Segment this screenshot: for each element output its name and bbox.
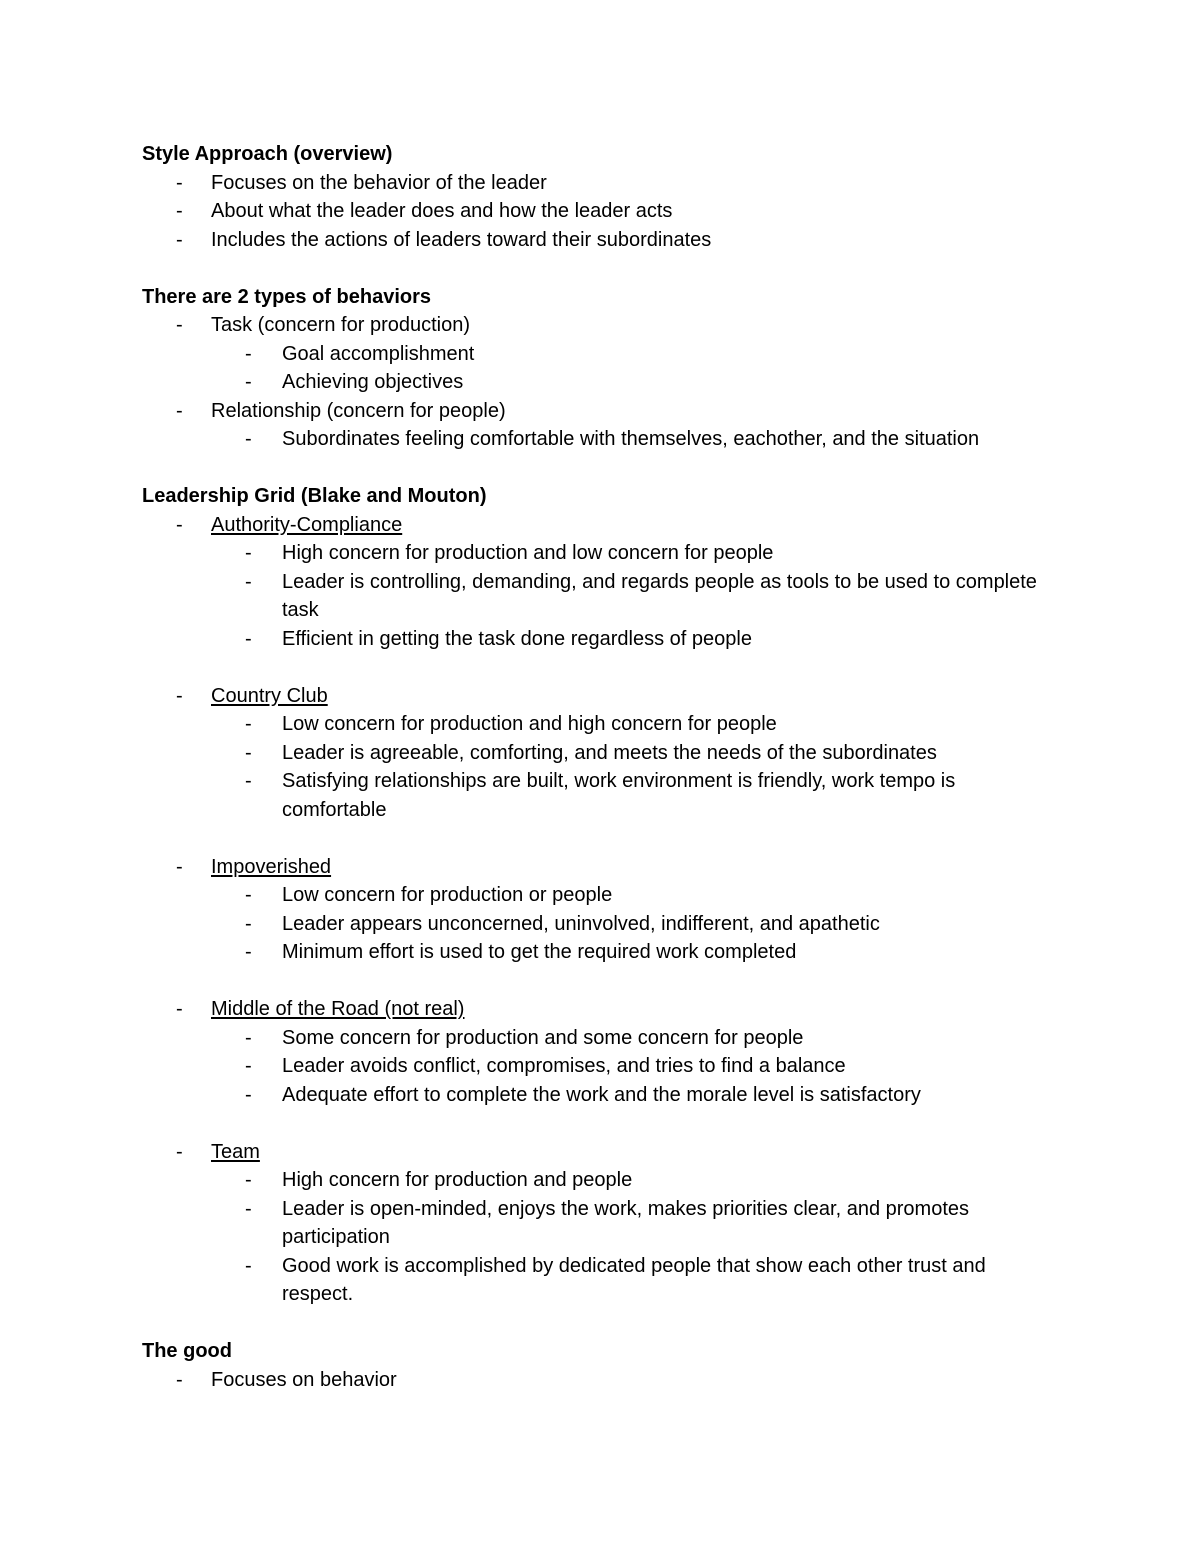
sub-list-item-text: Minimum effort is used to get the required work completed	[282, 941, 797, 963]
spacer	[142, 1309, 1062, 1338]
sub-list-item-text: Leader is agreeable, comforting, and meets the needs of the subordinates	[282, 741, 937, 764]
spacer	[211, 653, 1062, 682]
bullet-dash: -	[176, 228, 183, 251]
grid-style-sublist	[211, 710, 1062, 824]
sub-list-item-text: High concern for production and people	[282, 1169, 633, 1191]
bullet-dash: -	[245, 884, 252, 906]
bullet-dash: -	[176, 200, 183, 222]
section-heading-leadership-grid: Leadership Grid (Blake and Mouton)	[142, 485, 487, 507]
relationship-sublist	[211, 425, 1062, 454]
bullet-dash: -	[176, 171, 183, 194]
sub-list-item	[211, 1252, 1062, 1309]
sub-list-item	[211, 710, 1062, 739]
sub-list-item-text: Leader is controlling, demanding, and regards people as tools to be used to complete task	[282, 570, 1037, 621]
sub-list-item-text: Goal accomplishment	[282, 342, 475, 365]
list-item	[142, 1366, 1062, 1395]
sub-list-item	[211, 881, 1062, 910]
bullet-dash: -	[245, 1197, 252, 1220]
bullet-dash: -	[245, 1055, 252, 1077]
sub-list-item	[211, 910, 1062, 939]
grid-style-team	[142, 1138, 1062, 1309]
list-item	[142, 197, 1062, 226]
bullet-dash: -	[176, 399, 183, 422]
sub-list-item	[211, 938, 1062, 967]
bullet-dash: -	[245, 770, 252, 792]
sub-list-item	[211, 425, 1062, 454]
document-body	[142, 140, 1062, 1394]
grid-style-middle-of-the-road	[142, 995, 1062, 1138]
bullet-dash: -	[245, 1254, 252, 1277]
list-item-text: Focuses on the behavior of the leader	[211, 171, 547, 194]
bullet-dash: -	[176, 998, 183, 1020]
sub-list-item-text: High concern for production and low concern for people	[282, 542, 774, 564]
sub-list-item-text: Good work is accomplished by dedicated people that show each other trust and respect.	[282, 1254, 986, 1305]
list-item	[142, 226, 1062, 255]
list-item	[142, 169, 1062, 198]
bullet-dash: -	[245, 542, 252, 564]
bullet-dash: -	[176, 314, 183, 336]
sub-list-item	[211, 539, 1062, 568]
sub-list-item-text: Low concern for production or people	[282, 884, 613, 906]
sub-list-item	[211, 1024, 1062, 1053]
list-item-text: Relationship (concern for people)	[211, 399, 506, 422]
sub-list-item-text: Some concern for production and some concern for people	[282, 1026, 804, 1049]
bullet-dash: -	[245, 371, 252, 393]
spacer	[211, 1109, 1062, 1138]
bullet-dash: -	[245, 713, 252, 735]
list-item-text: Focuses on behavior	[211, 1368, 397, 1391]
bullet-dash: -	[176, 684, 183, 707]
section-heading-the-good: The good	[142, 1340, 232, 1362]
list-item	[142, 311, 1062, 397]
bullet-dash: -	[245, 570, 252, 593]
sub-list-item-text: Low concern for production and high concern for people	[282, 713, 777, 735]
sub-list-item	[211, 1166, 1062, 1195]
bullet-dash: -	[245, 941, 252, 963]
grid-style-label: Team	[211, 1140, 260, 1163]
bullet-dash: -	[176, 1140, 183, 1163]
list-item-text: About what the leader does and how the leader acts	[211, 200, 673, 222]
bullet-dash: -	[245, 627, 252, 650]
grid-style-label: Middle of the Road (not real)	[211, 998, 465, 1020]
sub-list-item-text: Adequate effort to complete the work and the morale level is satisfactory	[282, 1083, 921, 1106]
spacer	[211, 824, 1062, 853]
bullet-dash: -	[176, 855, 183, 878]
behaviors-list	[142, 311, 1062, 454]
section-heading-behaviors: There are 2 types of behaviors	[142, 285, 432, 308]
sub-list-item-text: Satisfying relationships are built, work environment is friendly, work tempo is comfortable	[282, 770, 956, 821]
grid-style-sublist	[211, 1024, 1062, 1110]
sub-list-item-text: Subordinates feeling comfortable with themselves, eachother, and the situation	[282, 428, 980, 450]
list-item	[142, 397, 1062, 454]
sub-list-item	[211, 739, 1062, 768]
sub-list-item	[211, 1052, 1062, 1081]
spacer	[142, 454, 1062, 483]
grid-style-sublist	[211, 539, 1062, 653]
spacer	[142, 254, 1062, 283]
grid-style-label: Country Club	[211, 684, 328, 707]
bullet-dash: -	[245, 1026, 252, 1049]
grid-style-country-club	[142, 682, 1062, 853]
sub-list-item	[211, 340, 1062, 369]
sub-list-item	[211, 568, 1062, 625]
grid-style-authority-compliance	[142, 511, 1062, 682]
sub-list-item	[211, 625, 1062, 654]
sub-list-item-text: Leader is open-minded, enjoys the work, makes priorities clear, and promotes participation	[282, 1197, 970, 1248]
sub-list-item-text: Leader avoids conflict, compromises, and tries to find a balance	[282, 1055, 846, 1077]
grid-style-label: Authority-Compliance	[211, 513, 403, 536]
leadership-grid-list	[142, 511, 1062, 1309]
sub-list-item-text: Achieving objectives	[282, 371, 464, 393]
task-sublist	[211, 340, 1062, 397]
sub-list-item	[211, 368, 1062, 397]
bullet-dash: -	[245, 342, 252, 365]
the-good-list	[142, 1366, 1062, 1395]
bullet-dash: -	[245, 912, 252, 935]
sub-list-item	[211, 1195, 1062, 1252]
bullet-dash: -	[245, 1169, 252, 1191]
sub-list-item	[211, 767, 1062, 824]
grid-style-sublist	[211, 1166, 1062, 1309]
grid-style-impoverished	[142, 853, 1062, 996]
sub-list-item-text: Efficient in getting the task done regardless of people	[282, 627, 752, 650]
sub-list-item-text: Leader appears unconcerned, uninvolved, indifferent, and apathetic	[282, 912, 880, 935]
grid-style-label: Impoverished	[211, 855, 332, 878]
bullet-dash: -	[176, 1368, 183, 1391]
list-item-text: Task (concern for production)	[211, 314, 471, 336]
bullet-dash: -	[245, 741, 252, 764]
spacer	[211, 967, 1062, 996]
bullet-dash: -	[245, 428, 252, 450]
style-approach-list	[142, 169, 1062, 255]
bullet-dash: -	[176, 513, 183, 536]
section-heading-style-approach: Style Approach (overview)	[142, 143, 393, 165]
bullet-dash: -	[245, 1083, 252, 1106]
sub-list-item	[211, 1081, 1062, 1110]
list-item-text: Includes the actions of leaders toward their subordinates	[211, 228, 712, 251]
grid-style-sublist	[211, 881, 1062, 967]
